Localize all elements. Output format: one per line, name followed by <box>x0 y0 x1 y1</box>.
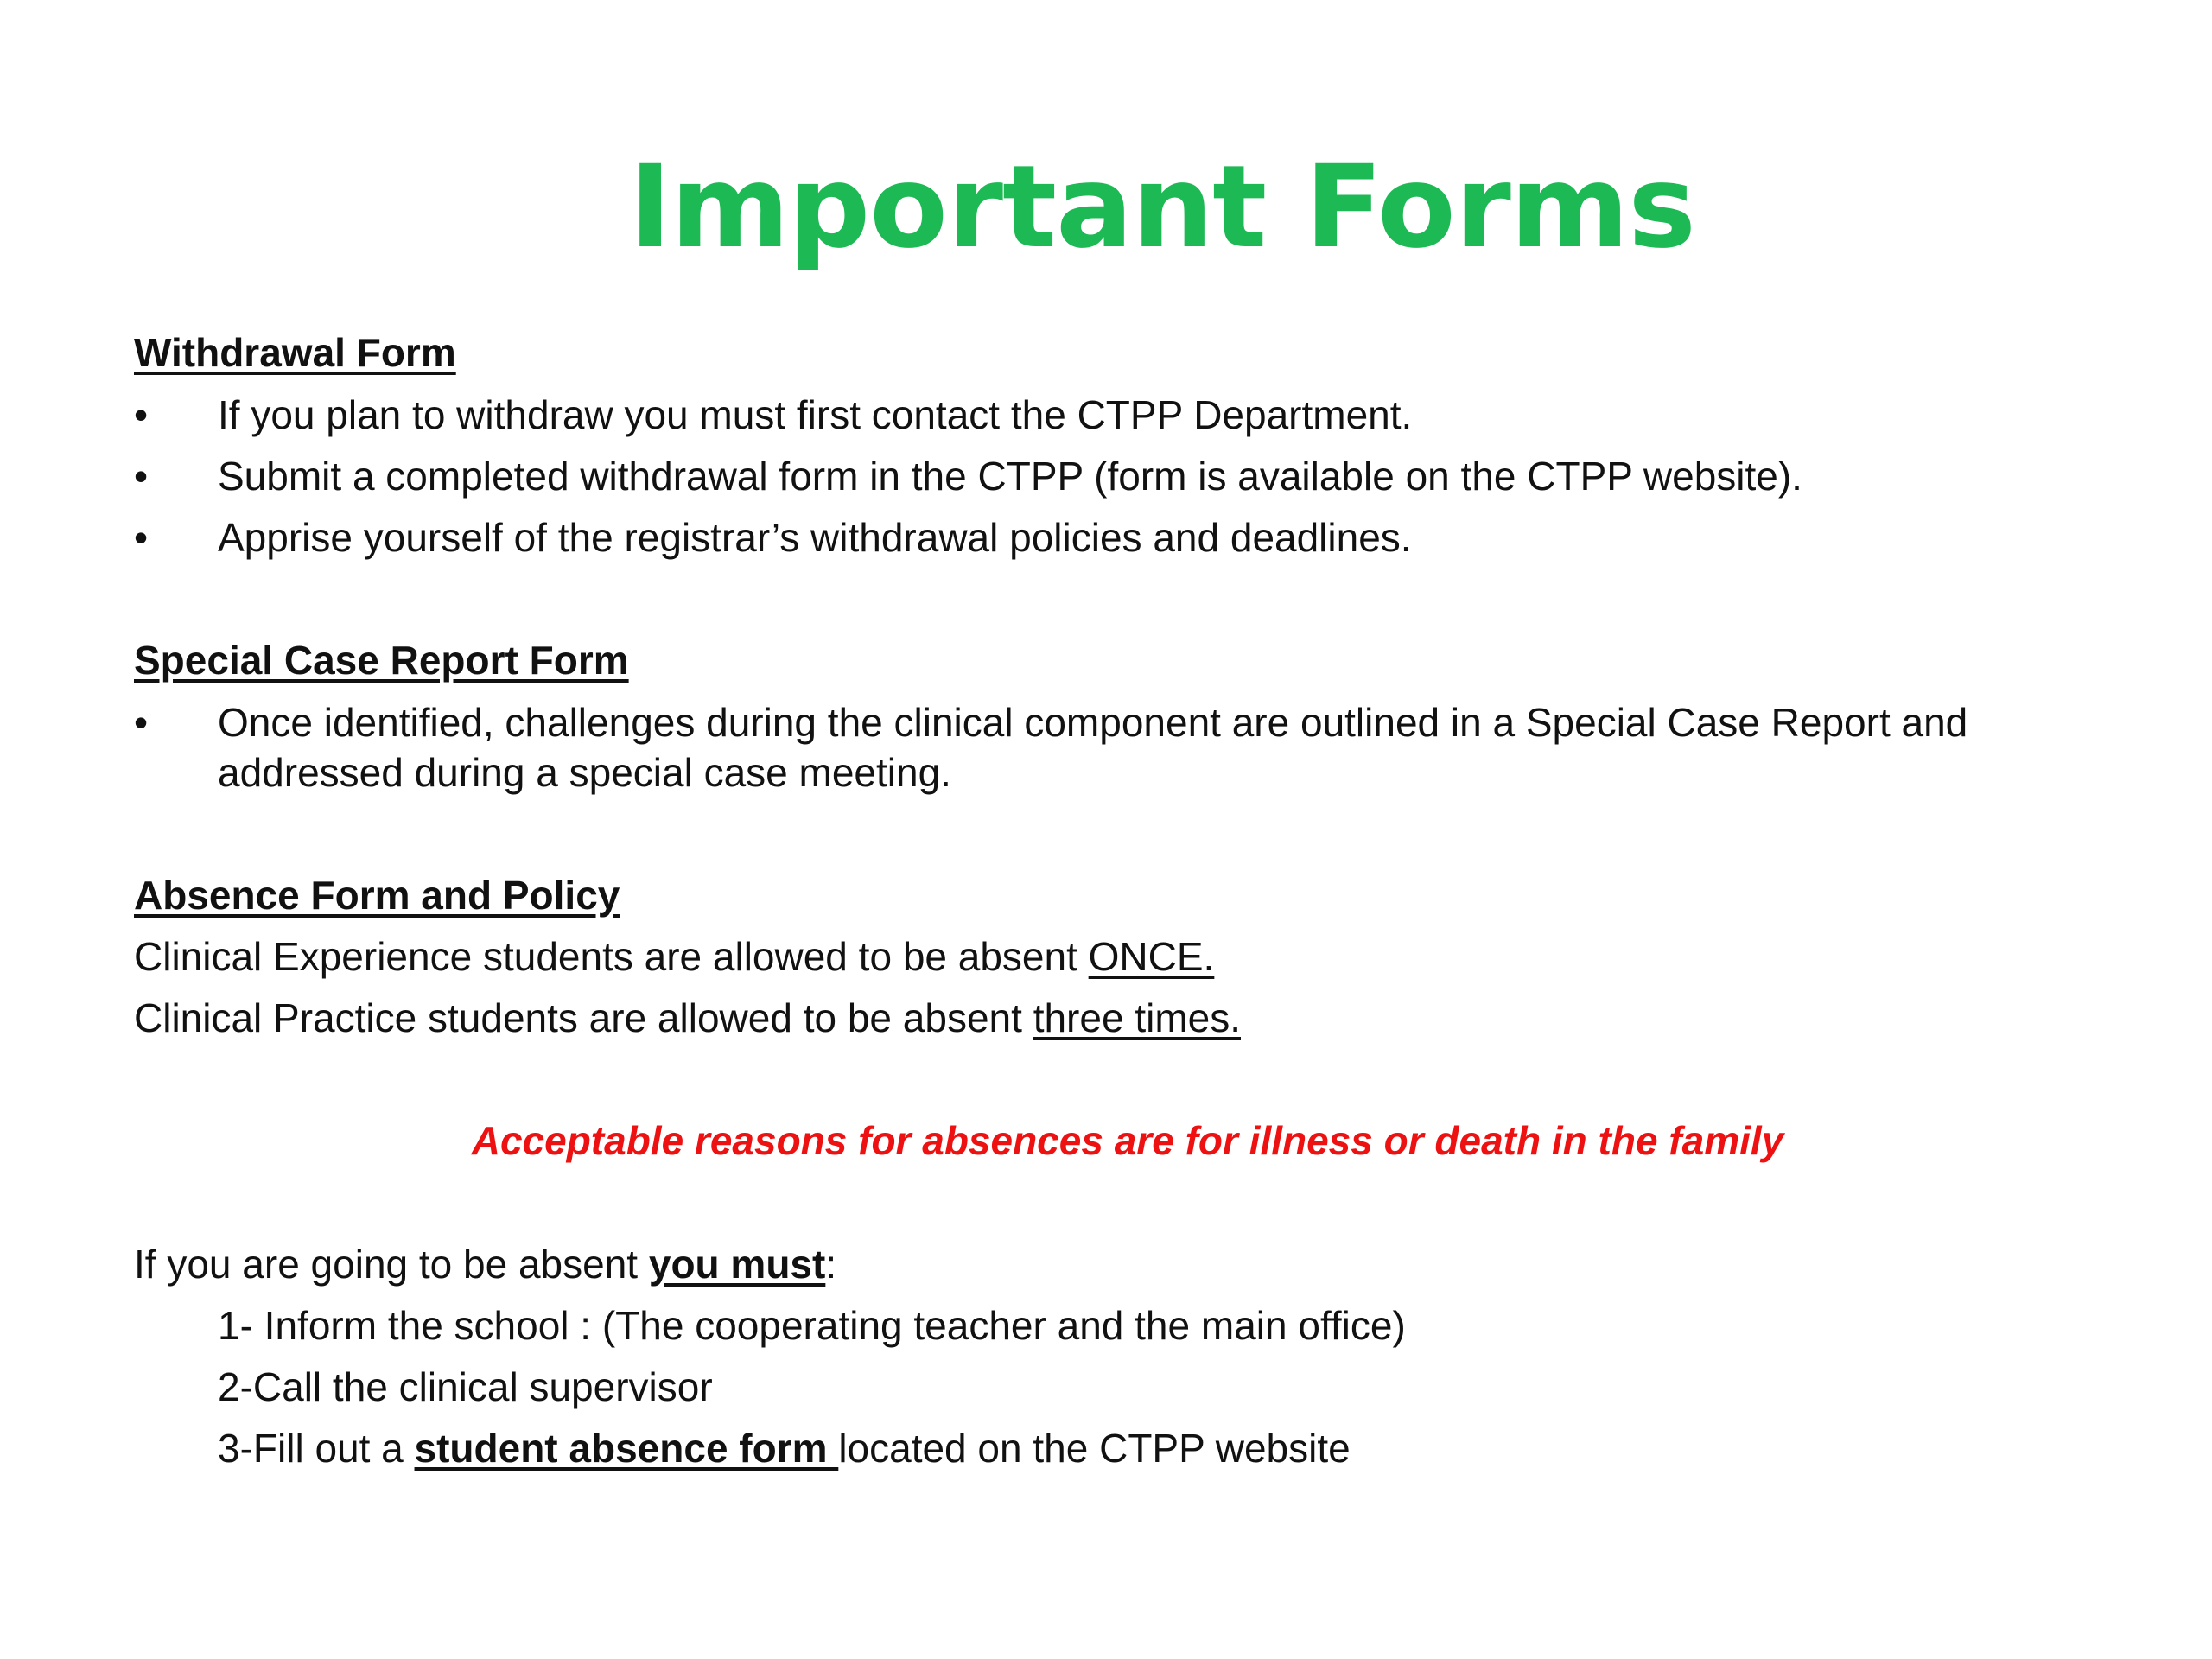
slide-title: Important Forms <box>629 141 1695 274</box>
absence-must-suffix: : <box>825 1242 837 1287</box>
withdrawal-bullet-2: Submit a completed withdrawal form in the CTPP (form is available on the CTPP website). <box>218 454 1802 499</box>
absence-rule-practice-text: Clinical Practice students are allowed to be absent <box>134 995 1033 1040</box>
absence-step-3 <box>218 1422 1351 1474</box>
bullet-marker: • <box>134 454 149 499</box>
absence-rule-experience <box>134 931 1214 982</box>
absence-count-once: ONCE. <box>1088 934 1215 979</box>
bullet-marker: • <box>134 392 149 437</box>
special-case-heading: Special Case Report Form <box>134 638 629 683</box>
withdrawal-heading: Withdrawal Form <box>134 330 456 375</box>
absence-step-1: 1- Inform the school : (The cooperating teacher and the main office) <box>218 1303 1406 1348</box>
bullet-marker: • <box>134 515 149 560</box>
withdrawal-bullet-3: Apprise yourself of the registrar’s withdrawal policies and deadlines. <box>218 515 1412 560</box>
absence-must-intro <box>134 1238 836 1290</box>
absence-heading: Absence Form and Policy <box>134 873 620 918</box>
student-absence-form-link[interactable]: student absence form <box>414 1426 839 1471</box>
absence-step-3-suffix: located on the CTPP website <box>838 1426 1351 1471</box>
absence-count-three: three times. <box>1033 995 1241 1040</box>
absence-must-prefix: If you are going to be absent <box>134 1242 649 1287</box>
acceptable-reasons-note: Acceptable reasons for absences are for illness or death in the family <box>471 1118 1784 1163</box>
special-case-bullet-line-1: Once identified, challenges during the clinical component are outlined in a Special Case Report and <box>218 700 1968 745</box>
absence-rule-experience-text: Clinical Experience students are allowed to be absent <box>134 934 1089 979</box>
absence-step-3-prefix: 3-Fill out a <box>218 1426 415 1471</box>
absence-must-emph: you must <box>648 1242 826 1287</box>
bullet-marker: • <box>134 700 149 745</box>
absence-rule-practice <box>134 992 1241 1044</box>
special-case-bullet-line-2: addressed during a special case meeting. <box>218 750 951 795</box>
absence-step-2: 2-Call the clinical supervisor <box>218 1364 713 1409</box>
withdrawal-bullet-1: If you plan to withdraw you must first contact the CTPP Department. <box>218 392 1413 437</box>
